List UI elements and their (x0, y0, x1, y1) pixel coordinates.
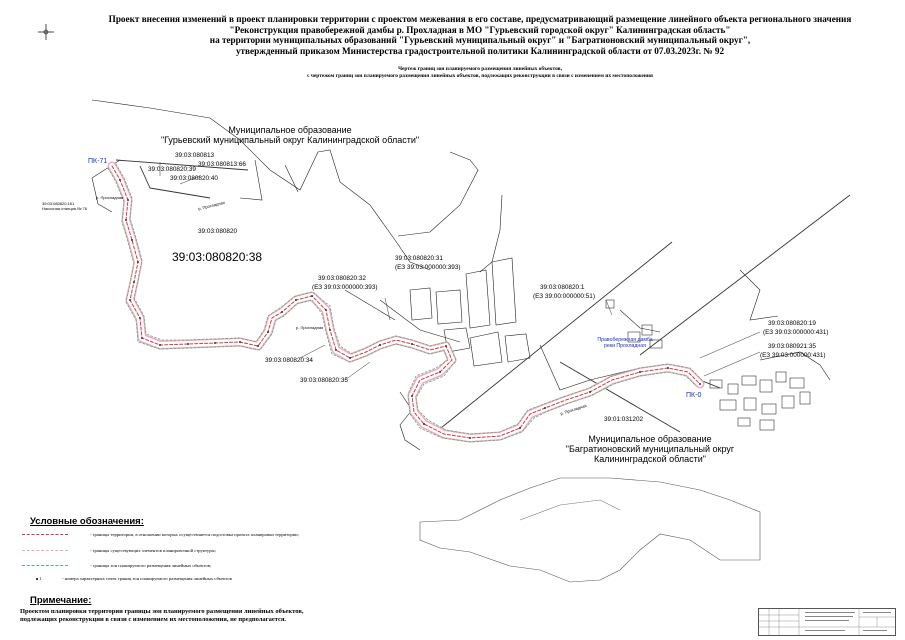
legend-title: Условные обозначения: (30, 516, 144, 527)
cadastral-label: 39:03:080921:35 (768, 343, 816, 350)
drawing-title: Проект внесения изменений в проект планировки территории с проектом межевания в его составе, предусматривающий размещение линейного объекта регионального значения "Реконструкция правобережной дамбы р. Прохладная в МО "Гурьевский городской округ" Калининградская область" на территории муниципальных образований "Гурьевский муниципальный округ" и "Багратионовский муниципальный округ", утвержденный приказом Министерства градостроительной политики Калининградской области от 07.03.2023г. № 92 (108, 14, 852, 56)
cadastral-label: 39:03:080820:40 (170, 175, 218, 182)
legend-item: - границы зон планируемого размещения линейных объектов; (22, 563, 312, 571)
cadastral-label: 39:01:031202 (604, 416, 644, 423)
stamp-grid (759, 609, 895, 635)
cadastral-label: 39:03:080820 (198, 228, 238, 235)
note-text: Проектом планировки территории границы зон планируемого размещения линейных объектов, подлежащих реконструкции в связи с изменением их местоположения, не предполагается. (20, 608, 304, 623)
legend-item: - границы территории, в отношении которых осуществляется подготовка проекта планировки территории; (22, 532, 312, 544)
cadastral-label-large: 39:03:080820:38 (172, 250, 263, 264)
dashed-red-line-icon (22, 534, 68, 535)
dam-label: Правобережная дамба реки Прохладная (597, 337, 653, 349)
cadastral-label: 39:03:080820:19 (768, 320, 816, 327)
cadastral-label: 39:03:080820:31 (395, 255, 443, 262)
cadastral-label: (ЕЗ 39:00:000000:51) (533, 293, 595, 300)
title-block-stamp (758, 608, 896, 636)
river-label: р. Прохладная (559, 402, 588, 417)
cadastral-label: 39:03:080820:1 (540, 284, 585, 291)
cadastral-label: 39:03:080820:39 (148, 166, 196, 173)
cadastral-label: (ЕЗ 39:03:000000:393) (312, 284, 378, 291)
label-pk-0: ПК-0 (686, 392, 702, 399)
pump-station-label: 39:03:080820:161 Насосная станция № 76 (42, 201, 87, 211)
label-guryevsky-municipality: Муниципальное образование "Гурьевский муниципальный округ Калининградской области" (160, 125, 420, 145)
dashed-pink-line-icon (22, 550, 68, 551)
drawing-subtitle: Чертеж границ зон планируемого размещения линейных объектов, с чертежом границ зон планируемого размещения линейных объектов, подлежащих реконструкции в связи с изменением их местоположения (307, 66, 653, 79)
cadastral-label: (ЕЗ 39:03:000000:393) (395, 264, 461, 271)
cadastral-label: 39:03:080820:34 (265, 357, 313, 364)
cadastral-label: 39:03:080813 (175, 152, 215, 159)
cadastral-label: 39:03:080820:35 (300, 377, 348, 384)
cadastral-label: (ЕЗ 39:03:000000:431) (760, 352, 826, 359)
cadastral-label: 39:03:080820:32 (318, 275, 366, 282)
river-label: р. Прохладная (296, 325, 324, 330)
note-title: Примечание: (30, 595, 92, 606)
legend-item: - границы существующих элементов планировочной структуры; (22, 548, 312, 556)
cadastral-label: 39:03:080813:66 (198, 161, 246, 168)
label-bagrationovsky-municipality: Муниципальное образование "Багратионовский муниципальный округ Калининградской области" (565, 434, 735, 464)
river-label: р. Прохладная (197, 199, 226, 212)
legend-item: 1 - номера характерных точек границ зон планируемого размещения линейных объектов (22, 576, 312, 586)
label-pk-71: ПК-71 (88, 158, 108, 165)
dashed-green-line-icon (22, 565, 68, 566)
cadastral-label: (ЕЗ 39:03:000000:431) (763, 329, 829, 336)
river-label: р. Прохладная (96, 195, 124, 200)
